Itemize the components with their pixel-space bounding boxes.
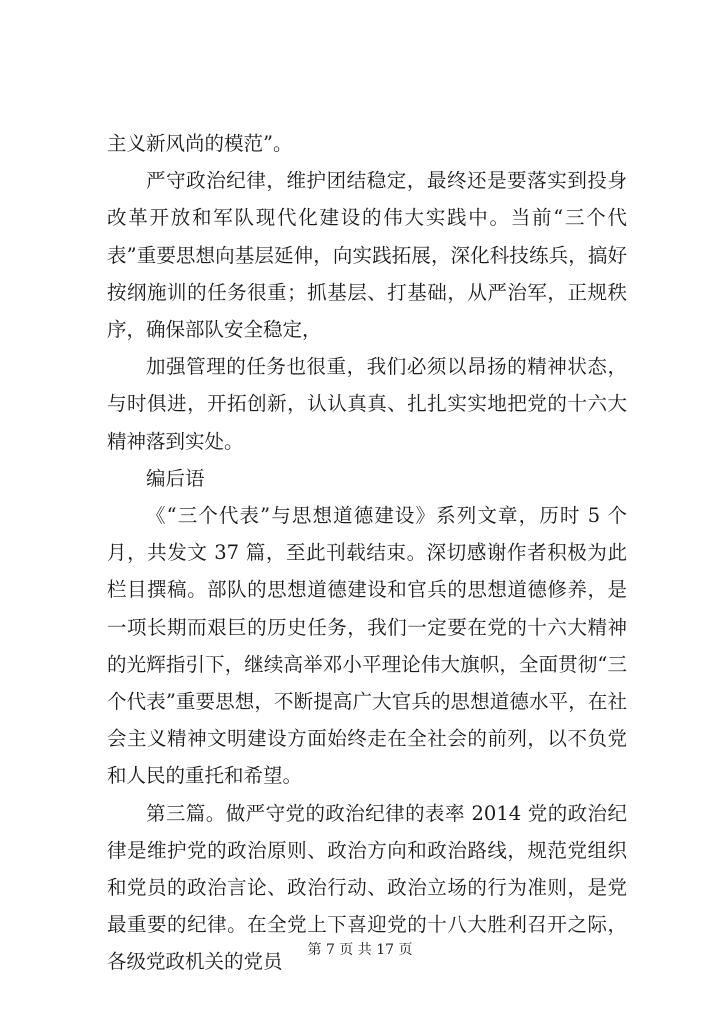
section-heading-editors-note: 编后语 [146, 466, 205, 490]
paragraph-continuation: 主义新风尚的模范”。 [107, 132, 293, 155]
page-number-footer: 第 7 页 共 17 页 [307, 942, 413, 958]
body-text [107, 125, 627, 981]
paragraph-third-article: 第三篇。做严守党的政治纪律的表率 2014 党的政治纪律是维护党的政治原则、政治方向和政治路线，规范党组织和党员的政治言论、政治行动、政治立场的行为准则，是党最重要的纪律。在全党上下喜迎党的十八大胜利召开之际，各级党政机关的党员 [107, 801, 627, 974]
paragraph-editors-note: 《“三个代表”与思想道德建设》系列文章，历时 5 个月，共发文 37 篇，至此刊载结束。深切感谢作者积极为此栏目撰稿。部队的思想道德建设和官兵的思想道德修养，是一项长期而艰巨的历史任务，我们一定要在党的十六大精神的光辉指引下，继续高举邓小平理论伟大旗帜，全面贯彻“三个代表”重要思想，不断提高广大官兵的思想道德水平，在社会主义精神文明建设方面始终走在全社会的前列，以不负党和人民的重托和希望。 [107, 504, 627, 788]
paragraph-political-discipline: 严守政治纪律，维护团结稳定，最终还是要落实到投身改革开放和军队现代化建设的伟大实践中。当前“三个代表”重要思想向基层延伸，向实践拓展，深化科技练兵，搞好按纲施训的任务很重；抓基层、打基础，从严治军，正规秩序，确保部队安全稳定， [107, 169, 627, 342]
paragraph-strengthen-management: 加强管理的任务也很重，我们必须以昂扬的精神状态，与时俱进，开拓创新，认认真真、扎扎实实地把党的十六大精神落到实处。 [107, 355, 627, 453]
